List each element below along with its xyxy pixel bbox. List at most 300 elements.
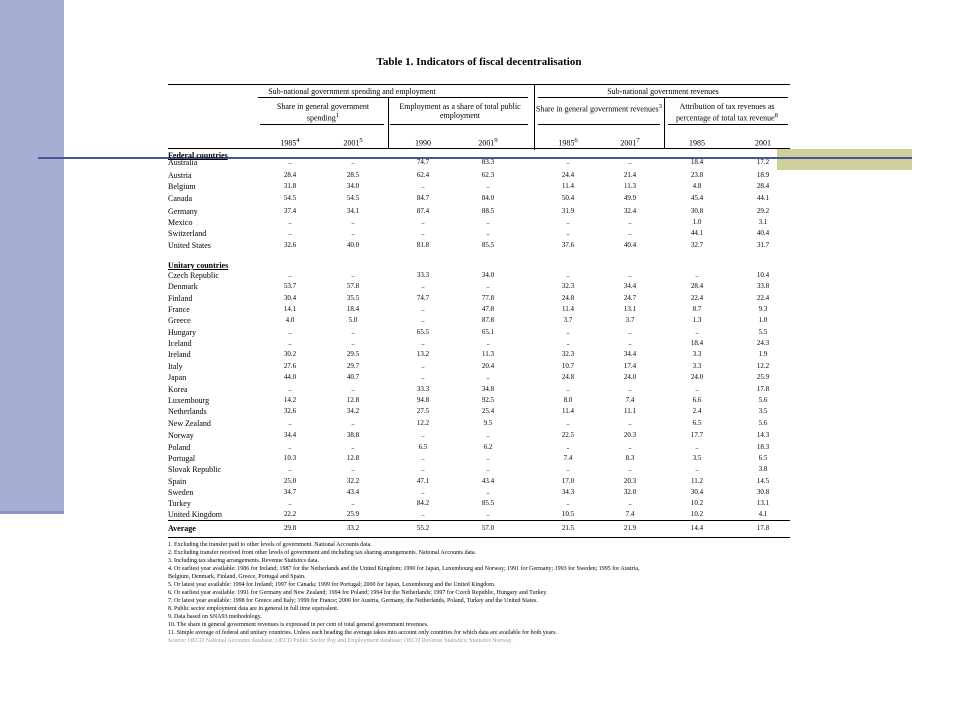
table-cell: ..: [628, 499, 632, 507]
table-cell: 50.4: [561, 194, 575, 202]
table-cell: 24.8: [561, 294, 575, 302]
table-cell: 20.4: [481, 362, 495, 370]
table-cell: 4.0: [285, 316, 295, 324]
table-cell: 25.4: [481, 407, 495, 415]
table-cell: 44.0: [283, 373, 297, 381]
table-cell: 33.3: [416, 271, 430, 279]
table-cell: 13.2: [416, 350, 430, 358]
table-cell: 1.0: [758, 316, 768, 324]
country-label: Turkey: [168, 499, 191, 508]
note: 8. Public sector employment data are in general in full time equivalent.: [168, 606, 339, 612]
table-cell: 33.8: [756, 282, 770, 290]
country-label: France: [168, 305, 190, 314]
table-cell: 9.5: [483, 419, 493, 427]
country-label: Switzerland: [168, 229, 207, 238]
table-cell: 24.4: [561, 171, 575, 179]
table-cell: ..: [288, 271, 292, 279]
table-cell: 6.5: [758, 454, 768, 462]
table-cell: 40.7: [346, 373, 360, 381]
table-cell: ..: [566, 229, 570, 237]
table-cell: ..: [695, 328, 699, 336]
table-cell: 32.0: [623, 488, 637, 496]
header-bottom-rule: [168, 148, 790, 149]
country-label: Poland: [168, 443, 191, 452]
table-cell: 84.0: [481, 194, 495, 202]
note: 1. Excluding the transfer paid to other levels of government. National Accounts data.: [168, 542, 372, 548]
table-cell: 77.8: [481, 294, 495, 302]
table-cell: ..: [566, 443, 570, 451]
table-cell: 27.6: [283, 362, 297, 370]
table-cell: 3.1: [758, 218, 768, 226]
table-cell: 88.5: [481, 207, 495, 215]
table-cell: 32.7: [690, 241, 704, 249]
table-cell: 44.1: [756, 194, 770, 202]
table-cell: 14.3: [756, 431, 770, 439]
country-label: Germany: [168, 207, 198, 216]
table-cell: 83.3: [481, 158, 495, 166]
country-label: Portugal: [168, 454, 196, 463]
table-cell: 32.3: [561, 350, 575, 358]
table-cell: ..: [288, 339, 292, 347]
country-label: Greece: [168, 316, 191, 325]
note: Belgium, Denmark, Finland, Greece, Portugal and Spain.: [168, 574, 306, 580]
note: 5. Or latest year available: 1994 for Ireland; 1997 for Canada; 1999 for Portugal; 2000 for Japan, Luxembourg and the United Kingdom.: [168, 582, 496, 588]
left-bar-underline: [0, 511, 64, 514]
table-cell: ..: [288, 499, 292, 507]
table-cell: 30.8: [756, 488, 770, 496]
table-cell: 22.5: [561, 431, 575, 439]
table-cell: 11.2: [691, 477, 703, 485]
table-cell: 3.3: [692, 362, 702, 370]
table-cell: 43.4: [346, 488, 360, 496]
country-label: Denmark: [168, 282, 198, 291]
header-top-rule: [168, 84, 790, 85]
country-label: Finland: [168, 294, 193, 303]
table-cell: ..: [566, 385, 570, 393]
table-cell: 34.2: [346, 407, 360, 415]
year-header: 2001$^9$: [478, 137, 498, 148]
table-cell: ..: [566, 419, 570, 427]
table-cell: 25.0: [283, 477, 297, 485]
table-cell: 32.6: [283, 241, 297, 249]
year-header: 1985: [689, 138, 705, 148]
table-cell: 22.4: [756, 294, 770, 302]
table-cell: ..: [566, 218, 570, 226]
table-cell: ..: [351, 158, 355, 166]
rule-share-revenues: [538, 124, 660, 125]
table-cell: 8.0: [563, 396, 573, 404]
table-cell: 34.4: [623, 282, 637, 290]
table-cell: ..: [288, 229, 292, 237]
left-decorative-bar: [0, 0, 64, 512]
table-cell: 92.5: [481, 396, 495, 404]
table-cell: 24.0: [690, 373, 704, 381]
table-cell: ..: [486, 339, 490, 347]
table-cell: ..: [566, 328, 570, 336]
table-cell: ..: [486, 182, 490, 190]
table-cell: 53.7: [283, 282, 297, 290]
table-cell: 29.2: [756, 207, 770, 215]
vrule-a: [388, 98, 389, 148]
subheader-employment: Employment as a share of total public employment: [399, 102, 521, 120]
table-cell: 47.1: [416, 477, 430, 485]
table-cell: 14.5: [756, 477, 770, 485]
table-cell: 34.1: [346, 207, 360, 215]
table-cell: 3.8: [758, 465, 768, 473]
table-cell: 65.1: [481, 328, 495, 336]
group-header-spending: Sub-national government spending and employment: [268, 87, 436, 96]
table-cell: ..: [288, 158, 292, 166]
average-cell: 21.9: [623, 524, 637, 532]
table-cell: 34.0: [481, 271, 495, 279]
table-cell: 62.4: [416, 171, 430, 179]
table-cell: 11.3: [482, 350, 494, 358]
table-cell: 21.4: [623, 171, 637, 179]
country-label: Luxembourg: [168, 396, 210, 405]
table-cell: 49.9: [623, 194, 637, 202]
table-cell: ..: [628, 443, 632, 451]
table-cell: ..: [566, 465, 570, 473]
table-cell: ..: [566, 271, 570, 279]
table-cell: 28.5: [346, 171, 360, 179]
table-cell: ..: [628, 419, 632, 427]
table-cell: ..: [566, 499, 570, 507]
table-cell: 22.2: [283, 510, 297, 518]
table-cell: 38.8: [346, 431, 360, 439]
group-label-federal: Federal countries: [168, 151, 228, 160]
rule-attribution: [668, 124, 788, 125]
group-header-revenues: Sub-national government revenues: [607, 87, 719, 96]
table-cell: 37.6: [561, 241, 575, 249]
country-label: United States: [168, 241, 211, 250]
table-cell: ..: [566, 339, 570, 347]
country-label: Australia: [168, 158, 198, 167]
table-cell: 32.3: [561, 282, 575, 290]
table-cell: ..: [628, 385, 632, 393]
table-cell: 3.7: [563, 316, 573, 324]
table-cell: ..: [628, 271, 632, 279]
table-cell: ..: [486, 488, 490, 496]
table-header: [168, 84, 790, 150]
table-cell: 28.4: [690, 282, 704, 290]
table-cell: 3.5: [758, 407, 768, 415]
table-cell: 84.7: [416, 194, 430, 202]
subheader-share-revenues: Share in general government revenues$^3$: [536, 103, 662, 114]
table-cell: 20.3: [623, 477, 637, 485]
table-cell: 4.1: [758, 510, 768, 518]
table-cell: 8.3: [625, 454, 635, 462]
table-cell: 29.5: [346, 350, 360, 358]
table-cell: ..: [351, 499, 355, 507]
table-cell: 43.4: [481, 477, 495, 485]
table-cell: 10.2: [690, 499, 704, 507]
country-label: Netherlands: [168, 407, 207, 416]
vrule-b: [534, 84, 535, 150]
table-cell: 31.7: [756, 241, 770, 249]
note: 4. Or earliest year available: 1986 for Ireland; 1987 for the Netherlands and the United Kingdom; 1990 for Japan, Luxembourg and Norway; 1991 for Germany; 1993 for Sweden; 1995 for Austria,: [168, 566, 640, 572]
country-label: Japan: [168, 373, 187, 382]
table-cell: 11.4: [562, 182, 574, 190]
table-cell: ..: [421, 339, 425, 347]
table-cell: 84.2: [416, 499, 430, 507]
table-cell: 85.5: [481, 241, 495, 249]
table-cell: 29.7: [346, 362, 360, 370]
note: 2. Excluding transfer received from other levels of government and including tax sharing arrangements. National Accounts data.: [168, 550, 477, 556]
table-cell: 47.8: [481, 305, 495, 313]
table-cell: 23.8: [690, 171, 704, 179]
table-cell: 6.6: [692, 396, 702, 404]
average-cell: 57.0: [481, 524, 495, 532]
table-cell: 11.4: [562, 407, 574, 415]
table-cell: ..: [351, 385, 355, 393]
year-header: 2001$^7$: [620, 137, 640, 148]
country-label: Canada: [168, 194, 192, 203]
table-cell: 12.8: [346, 396, 360, 404]
table-cell: 18.4: [346, 305, 360, 313]
table-cell: 5.6: [758, 396, 768, 404]
table-cell: ..: [566, 158, 570, 166]
table-cell: 5.5: [758, 328, 768, 336]
table-cell: 18.4: [690, 339, 704, 347]
average-cell: 33.2: [346, 524, 360, 532]
table-cell: 87.4: [416, 207, 430, 215]
table-cell: 33.3: [416, 385, 430, 393]
country-label: Czech Republic: [168, 271, 219, 280]
table-cell: ..: [421, 454, 425, 462]
country-label: Mexico: [168, 218, 193, 227]
table-cell: 24.0: [623, 373, 637, 381]
year-header: 1990: [415, 138, 431, 148]
table-cell: ..: [288, 443, 292, 451]
table-cell: 3.3: [692, 350, 702, 358]
table-cell: 87.8: [481, 316, 495, 324]
table-cell: ..: [351, 218, 355, 226]
table-cell: ..: [486, 465, 490, 473]
table-cell: ..: [288, 465, 292, 473]
group-label-unitary: Unitary countries: [168, 261, 229, 270]
table-cell: ..: [421, 218, 425, 226]
table-cell: 24.7: [623, 294, 637, 302]
table-cell: ..: [288, 419, 292, 427]
table-cell: ..: [695, 271, 699, 279]
table-notes: [168, 541, 790, 645]
year-header: 1985$^6$: [558, 137, 578, 148]
table-cell: 17.0: [561, 477, 575, 485]
table-cell: 18.9: [756, 171, 770, 179]
country-label: Iceland: [168, 339, 192, 348]
table-cell: 37.4: [283, 207, 297, 215]
table-cell: 11.1: [624, 407, 636, 415]
country-label: United Kingdom: [168, 510, 222, 519]
country-label: Korea: [168, 385, 188, 394]
table-cell: ..: [695, 385, 699, 393]
country-label: Austria: [168, 171, 192, 180]
table-cell: 10.5: [561, 510, 575, 518]
table-cell: 44.1: [690, 229, 704, 237]
average-cell: 29.8: [283, 524, 297, 532]
table-cell: 34.4: [623, 350, 637, 358]
table-cell: 17.8: [756, 385, 770, 393]
table-cell: 35.5: [346, 294, 360, 302]
table-cell: 62.3: [481, 171, 495, 179]
table-cell: ..: [421, 465, 425, 473]
average-label: Average: [168, 524, 196, 533]
table-cell: 6.2: [483, 443, 493, 451]
table-cell: 10.2: [690, 510, 704, 518]
highlight-box: [777, 149, 912, 170]
vrule-c: [664, 98, 665, 148]
table-cell: 13.1: [756, 499, 770, 507]
table-cell: 32.4: [623, 207, 637, 215]
table-cell: 34.4: [283, 431, 297, 439]
table-cell: 11.4: [562, 305, 574, 313]
table-cell: 74.7: [416, 158, 430, 166]
table-cell: 81.8: [416, 241, 430, 249]
table-cell: ..: [486, 373, 490, 381]
table-cell: 8.7: [692, 305, 702, 313]
table-cell: 13.1: [623, 305, 637, 313]
table-cell: ..: [421, 431, 425, 439]
table-cell: 27.5: [416, 407, 430, 415]
table-cell: ..: [486, 282, 490, 290]
table-cell: ..: [351, 419, 355, 427]
table-cell: ..: [486, 431, 490, 439]
table-cell: 40.0: [346, 241, 360, 249]
table-cell: ..: [486, 218, 490, 226]
table-cell: 14.1: [283, 305, 297, 313]
average-cell: 14.4: [690, 524, 704, 532]
table-cell: 40.4: [623, 241, 637, 249]
table-cell: 31.9: [561, 207, 575, 215]
table-cell: ..: [628, 465, 632, 473]
country-label: Slovak Republic: [168, 465, 222, 474]
table-cell: ..: [486, 229, 490, 237]
table-cell: 57.8: [346, 282, 360, 290]
table-cell: ..: [421, 488, 425, 496]
table-cell: 20.3: [623, 431, 637, 439]
country-label: Hungary: [168, 328, 196, 337]
table-cell: 3.7: [625, 316, 635, 324]
table-cell: ..: [288, 328, 292, 336]
note: 6. Or earliest year available: 1991 for Germany and New Zealand; 1994 for Poland; 1994 for the Netherlands; 1997 for Czech Republic, Hungary and Turkey.: [168, 590, 548, 596]
table-cell: 34.0: [346, 182, 360, 190]
table-cell: ..: [695, 465, 699, 473]
table-cell: 25.9: [756, 373, 770, 381]
table-cell: 54.5: [346, 194, 360, 202]
table-cell: ..: [421, 229, 425, 237]
table-cell: 30.4: [690, 488, 704, 496]
table-cell: 22.4: [690, 294, 704, 302]
rule-employment: [390, 124, 528, 125]
table-cell: ..: [486, 454, 490, 462]
subheader-share-spending: Share in general government spending$^1$: [276, 102, 370, 123]
table-cell: ..: [421, 362, 425, 370]
note: 9. Data based on SNA93 methodology.: [168, 614, 262, 620]
average-cell: 17.8: [756, 524, 770, 532]
table-cell: 45.4: [690, 194, 704, 202]
table-cell: ..: [421, 510, 425, 518]
note: 10. The share in general government revenues is expressed in per cent of total general government revenues.: [168, 622, 429, 628]
table-cell: 6.5: [418, 443, 428, 451]
table-cell: 5.0: [348, 316, 358, 324]
table-cell: 7.4: [625, 510, 635, 518]
table-cell: ..: [486, 510, 490, 518]
table-cell: 74.7: [416, 294, 430, 302]
table-cell: 30.4: [283, 294, 297, 302]
table-cell: 17.4: [623, 362, 637, 370]
table-cell: ..: [628, 218, 632, 226]
table-cell: 28.4: [756, 182, 770, 190]
table-bottom-rule: [168, 537, 790, 538]
table-cell: 32.6: [283, 407, 297, 415]
table-cell: 34.7: [283, 488, 297, 496]
table-cell: 34.3: [561, 488, 575, 496]
table-cell: 54.5: [283, 194, 297, 202]
table-cell: 25.9: [346, 510, 360, 518]
table-cell: ..: [628, 339, 632, 347]
table-cell: ..: [351, 271, 355, 279]
table-cell: 11.3: [624, 182, 636, 190]
country-label: Spain: [168, 477, 187, 486]
table-cell: ..: [628, 328, 632, 336]
table-cell: 3.5: [692, 454, 702, 462]
table-cell: 12.2: [756, 362, 770, 370]
table-cell: ..: [351, 443, 355, 451]
table-cell: 12.2: [416, 419, 430, 427]
table-cell: 30.2: [283, 350, 297, 358]
revenues-group-rule: [538, 97, 788, 98]
country-label: Sweden: [168, 488, 194, 497]
table-cell: 18.4: [690, 158, 704, 166]
table-cell: ..: [628, 229, 632, 237]
table-cell: ..: [351, 339, 355, 347]
table-cell: 32.2: [346, 477, 360, 485]
average-top-rule: [168, 520, 790, 521]
table-cell: 85.5: [481, 499, 495, 507]
table-cell: 1.3: [692, 316, 702, 324]
country-label: Belgium: [168, 182, 196, 191]
table-cell: ..: [421, 282, 425, 290]
table-cell: ..: [351, 328, 355, 336]
table-title: Table 1. Indicators of fiscal decentralisation: [376, 56, 582, 68]
table-cell: ..: [421, 373, 425, 381]
rule-share-spending: [260, 124, 384, 125]
table-cell: 5.6: [758, 419, 768, 427]
table-cell: 14.2: [283, 396, 297, 404]
table-cell: 7.4: [625, 396, 635, 404]
note: 11. Simple average of federal and unitary countries. Unless each heading the average takes into account only countries for which data are available for both years.: [168, 630, 557, 636]
table-cell: 1.9: [758, 350, 768, 358]
table-cell: ..: [288, 218, 292, 226]
table-cell: 10.3: [283, 454, 297, 462]
subheader-attribution: Attribution of tax revenues as percentage of total tax revenue$^8$: [676, 102, 778, 123]
table-cell: 65.5: [416, 328, 430, 336]
year-header: 2001$^5$: [343, 137, 363, 148]
table-cell: 31.8: [283, 182, 297, 190]
spending-group-rule: [258, 97, 528, 98]
table-cell: ..: [351, 465, 355, 473]
table-cell: ..: [288, 385, 292, 393]
table-cell: 1.0: [692, 218, 702, 226]
table-cell: 24.8: [561, 373, 575, 381]
note: 7. Or latest year available: 1998 for Greece and Italy; 1999 for France; 2000 for Austria, Germany, the Netherlands, Poland, Turkey and the United States.: [168, 598, 538, 604]
year-header: 1985$^4$: [280, 137, 300, 148]
table-cell: ..: [421, 316, 425, 324]
country-label: New Zealand: [168, 419, 211, 428]
table-cell: 17.2: [756, 158, 770, 166]
table-cell: ..: [628, 158, 632, 166]
country-label: Italy: [168, 362, 183, 371]
